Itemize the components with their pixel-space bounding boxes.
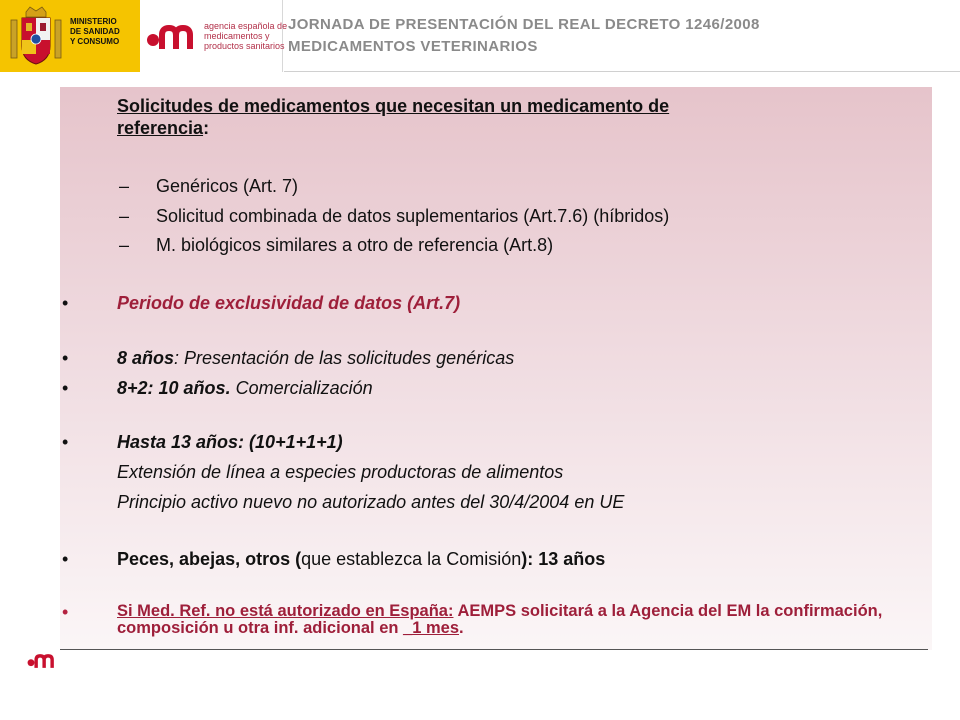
dash-marker: – — [119, 206, 130, 226]
bullet-peces-a: Peces, abejas, otros ( — [117, 549, 302, 569]
coat-of-arms-icon — [8, 6, 64, 68]
med-ref-end: . — [459, 619, 464, 637]
bullet-8-anos — [117, 347, 514, 369]
ministry-logo-block — [0, 0, 140, 72]
med-ref-action: AEMPS solicitará a la Agencia del EM la confirmación, composición u otra inf. adicional en — [117, 602, 883, 637]
aemps-logo-icon — [146, 24, 202, 50]
header-divider — [284, 71, 960, 72]
dash-marker: – — [119, 176, 130, 196]
heading-colon: : — [203, 118, 210, 138]
section-heading — [117, 95, 669, 139]
subitem-genericos: Genéricos (Art. 7) — [156, 176, 299, 196]
dash-marker: – — [119, 235, 130, 255]
bullet-marker: • — [62, 602, 69, 622]
ministry-name: MINISTERIO DE SANIDAD Y CONSUMO — [70, 17, 120, 46]
heading-line-2: referencia — [117, 118, 204, 138]
footer-divider — [60, 649, 928, 650]
med-ref-condition: Si Med. Ref. no está autorizado en España: — [117, 602, 454, 620]
subitem-hibridos: Solicitud combinada de datos suplementarios (Art.7.6) (híbridos) — [156, 206, 670, 226]
subitem-biologicos: M. biológicos similares a otro de referencia (Art.8) — [156, 235, 554, 255]
bullet-marker: • — [62, 293, 69, 313]
bullet-med-ref — [117, 603, 917, 637]
bullet-marker: • — [62, 549, 69, 569]
bullet-marker: • — [62, 348, 69, 368]
bullet-13-anos: Hasta 13 años: (10+1+1+1) — [117, 432, 343, 452]
bullet-marker: • — [62, 432, 69, 452]
bullet-peces-b: que establezca la Comisión — [301, 549, 522, 569]
agency-name: agencia española de medicamentos y productos sanitarios — [204, 21, 288, 51]
bullet-peces-c: ): 13 años — [521, 549, 606, 569]
agency-logo-block — [142, 0, 288, 72]
bullet-10-anos — [117, 377, 373, 399]
bullet-13-anos-sub2: Principio activo nuevo no autorizado antes del 30/4/2004 en UE — [117, 492, 625, 512]
aemps-logo-icon — [27, 653, 59, 669]
bullet-13-anos-sub1: Extensión de línea a especies productoras de alimentos — [117, 462, 564, 482]
title-line-2: MEDICAMENTOS VETERINARIOS — [288, 38, 538, 55]
heading-line-1: Solicitudes de medicamentos que necesitan un medicamento de — [117, 96, 670, 116]
presentation-title — [288, 14, 760, 58]
bullet-10-anos-rest: Comercialización — [230, 378, 373, 398]
bullet-10-anos-bold: 8+2: 10 años. — [117, 378, 231, 398]
med-ref-deadline: _1 mes — [403, 619, 460, 637]
bullet-8-anos-bold: 8 años — [117, 348, 175, 368]
bullet-marker: • — [62, 378, 69, 398]
bullet-8-anos-rest: : Presentación de las solicitudes genéricas — [174, 348, 515, 368]
bullet-periodo: Periodo de exclusividad de datos (Art.7) — [117, 293, 461, 313]
bullet-peces — [117, 548, 605, 570]
title-line-1: JORNADA DE PRESENTACIÓN DEL REAL DECRETO 1246/2008 — [288, 16, 760, 33]
